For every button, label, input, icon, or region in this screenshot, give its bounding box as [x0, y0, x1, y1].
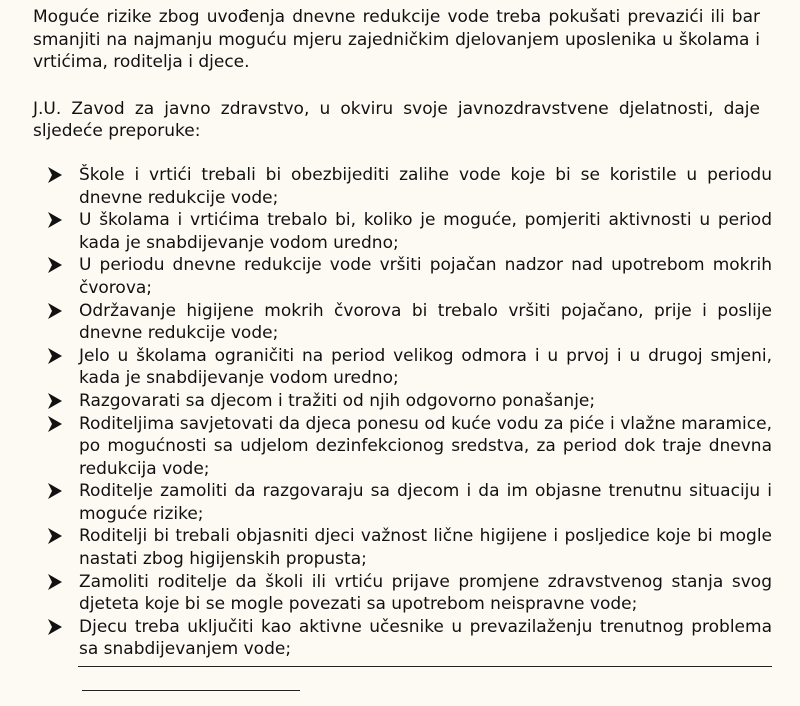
- list-item-text: Djecu treba uključiti kao aktivne učesnike u prevazilaženju trenutnog problema sa snabdijevanjem vode;: [79, 616, 772, 660]
- list-item-text: Razgovarati sa djecom i tražiti od njih odgovorno ponašanje;: [79, 390, 596, 411]
- arrowhead-bullet-icon: [47, 390, 67, 412]
- arrowhead-bullet-icon: [47, 413, 67, 435]
- arrowhead-bullet-icon: [47, 571, 67, 593]
- list-item: [33, 209, 772, 254]
- arrowhead-bullet-icon: [47, 164, 67, 186]
- list-item-text: U periodu dnevne redukcije vode vršiti pojačan nadzor nad upotrebom mokrih čvorova;: [79, 255, 772, 298]
- list-item: [33, 480, 772, 525]
- arrowhead-bullet-icon: [47, 345, 67, 367]
- list-item: [33, 300, 772, 345]
- list-item-text: Zamoliti roditelje da školi ili vrtiću prijave promjene zdravstvenog stanja svog djeteta koje bi se mogle povezati sa upotrebom neispravne vode;: [79, 571, 772, 615]
- handdrawn-underline: [78, 666, 772, 667]
- arrowhead-bullet-icon: [47, 209, 67, 231]
- list-item-text: Jelo u školama ograničiti na period velikog odmora i u prvoj i u drugoj smjeni, kada je snabdijevanje vodom uredno;: [79, 345, 772, 389]
- list-item-text: Roditeljima savjetovati da djeca ponesu od kuće vodu za piće i vlažne maramice, po mogućnosti sa udjelom dezinfekcionog sredstva, za period dok traje dnevna redukcija vode;: [79, 413, 772, 479]
- recommendations-list: [33, 164, 772, 661]
- list-item-text: Škole i vrtići trebali bi obezbijediti zalihe vode koje bi se koristile u periodu dnevne redukcije vode;: [79, 164, 772, 208]
- list-item-text: Održavanje higijene mokrih čvorova bi trebalo vršiti pojačano, prije i poslije dnevne redukcije vode;: [79, 300, 772, 344]
- list-item-text: Roditelje zamoliti da razgovaraju sa djecom i da im objasne trenutnu situaciju i moguće rizike;: [79, 481, 772, 524]
- list-item: [33, 164, 772, 209]
- list-item: [33, 345, 772, 390]
- recommendations-intro-paragraph: J.U. Zavod za javno zdravstvo, u okviru svoje javnozdravstvene djelatnosti, daje sljedeće preporuke:: [33, 98, 760, 142]
- list-item-text: Roditelji bi trebali objasniti djeci važnost lične higijene i posljedice koje bi mogle nastati zbog higijenskih propusta;: [79, 526, 772, 570]
- arrowhead-bullet-icon: [47, 300, 67, 322]
- list-item-text: U školama i vrtićima trebalo bi, koliko je moguće, pomjeriti aktivnosti u period kada je snabdijevanje vodom uredno;: [79, 210, 772, 253]
- list-item: [33, 390, 772, 413]
- list-item: [33, 571, 772, 616]
- arrowhead-bullet-icon: [47, 616, 67, 638]
- list-item: [33, 254, 772, 299]
- list-item: [33, 525, 772, 570]
- list-item: [33, 413, 772, 481]
- intro-paragraph: Moguće rizike zbog uvođenja dnevne redukcije vode treba pokušati prevazići ili bar smanjiti na najmanju moguću mjeru zajedničkim djelovanjem uposlenika u školama i vrtićima, roditelja i djece.: [33, 7, 760, 73]
- arrowhead-bullet-icon: [47, 254, 67, 276]
- list-item: [33, 616, 772, 661]
- handdrawn-underline: [82, 690, 300, 691]
- arrowhead-bullet-icon: [47, 525, 67, 547]
- arrowhead-bullet-icon: [47, 480, 67, 502]
